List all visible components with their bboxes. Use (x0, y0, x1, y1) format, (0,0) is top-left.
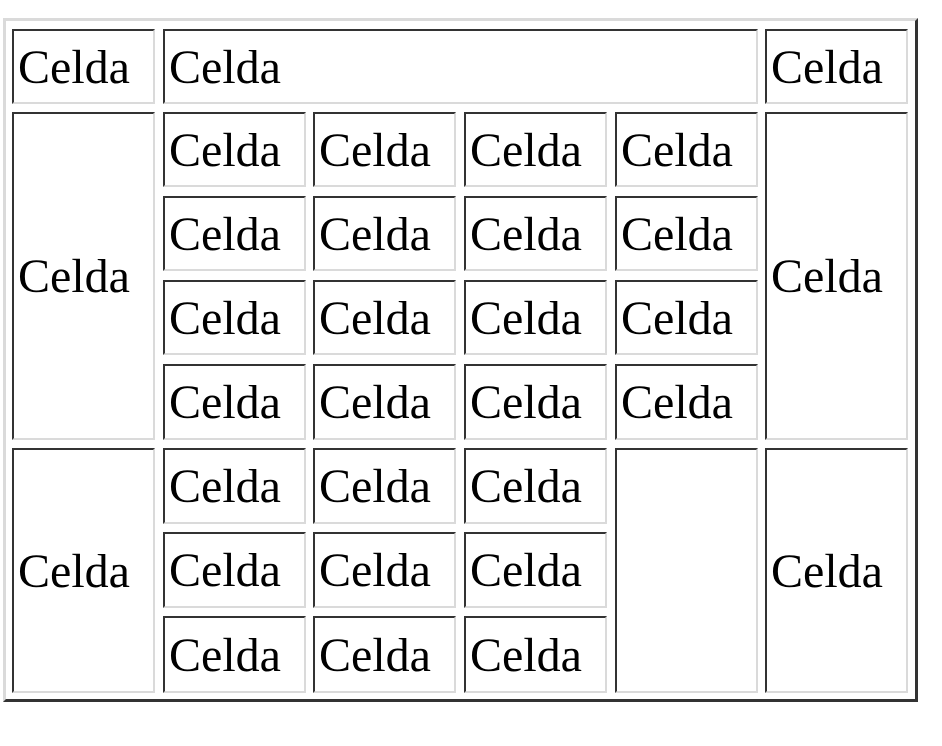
cell-text: Celda (319, 291, 431, 345)
grid-cell (163, 532, 306, 608)
cell-text: Celda (470, 376, 582, 429)
cell-text: Celda (771, 544, 883, 598)
cell-text: Celda (169, 460, 281, 513)
cell-text: Celda (470, 460, 582, 513)
cell-text: Celda (621, 207, 733, 261)
grid-cell (313, 532, 456, 608)
cell-text: Celda (169, 628, 281, 682)
cell-text: Celda (470, 123, 582, 177)
cell-text: Celda (771, 250, 883, 303)
table-cell-top-right (765, 29, 908, 104)
grid-cell (313, 112, 456, 187)
grid-cell (163, 364, 306, 440)
grid-cell (163, 280, 306, 355)
cell-text: Celda (771, 40, 883, 94)
grid-cell (163, 616, 306, 693)
cell-text: Celda (470, 291, 582, 345)
cell-text: Celda (169, 376, 281, 429)
cell-text: Celda (169, 207, 281, 261)
grid-cell (313, 616, 456, 693)
grid-cell (464, 364, 607, 440)
grid-cell (464, 616, 607, 693)
grid-cell (615, 364, 758, 440)
cell-text: Celda (621, 376, 733, 429)
grid-cell (313, 448, 456, 524)
table-cell-top-middle (163, 29, 758, 104)
cell-text: Celda (169, 291, 281, 345)
cell-text: Celda (18, 250, 130, 303)
cell-text: Celda (621, 123, 733, 177)
grid-cell (464, 532, 607, 608)
cell-text: Celda (470, 628, 582, 682)
grid-cell (313, 196, 456, 271)
cell-text: Celda (319, 207, 431, 261)
grid-cell (464, 280, 607, 355)
cell-text: Celda (470, 207, 582, 261)
grid-cell (163, 196, 306, 271)
table-cell-middle-right (765, 112, 908, 440)
cell-text: Celda (319, 460, 431, 513)
grid-cell (163, 112, 306, 187)
grid-cell (163, 448, 306, 524)
cell-text: Celda (18, 40, 130, 94)
cell-text: Celda (319, 376, 431, 429)
grid-cell (313, 364, 456, 440)
grid-cell (615, 280, 758, 355)
cell-text: Celda (470, 544, 582, 597)
grid-cell (464, 112, 607, 187)
cell-text: Celda (621, 291, 733, 345)
cell-text: Celda (319, 544, 431, 597)
table-cell-empty (615, 448, 758, 693)
table-cell-bottom-right (765, 448, 908, 693)
table-cell-top-left (12, 29, 155, 104)
grid-cell (464, 196, 607, 271)
cell-text: Celda (169, 544, 281, 597)
table-cell-middle-left (12, 112, 155, 440)
cell-text: Celda (169, 123, 281, 177)
cell-text: Celda (169, 40, 281, 94)
grid-cell (313, 280, 456, 355)
grid-cell (615, 196, 758, 271)
grid-cell (464, 448, 607, 524)
grid-cell (615, 112, 758, 187)
cell-text: Celda (319, 628, 431, 682)
cell-text: Celda (18, 544, 130, 598)
cell-text: Celda (319, 123, 431, 177)
table-cell-bottom-left (12, 448, 155, 693)
